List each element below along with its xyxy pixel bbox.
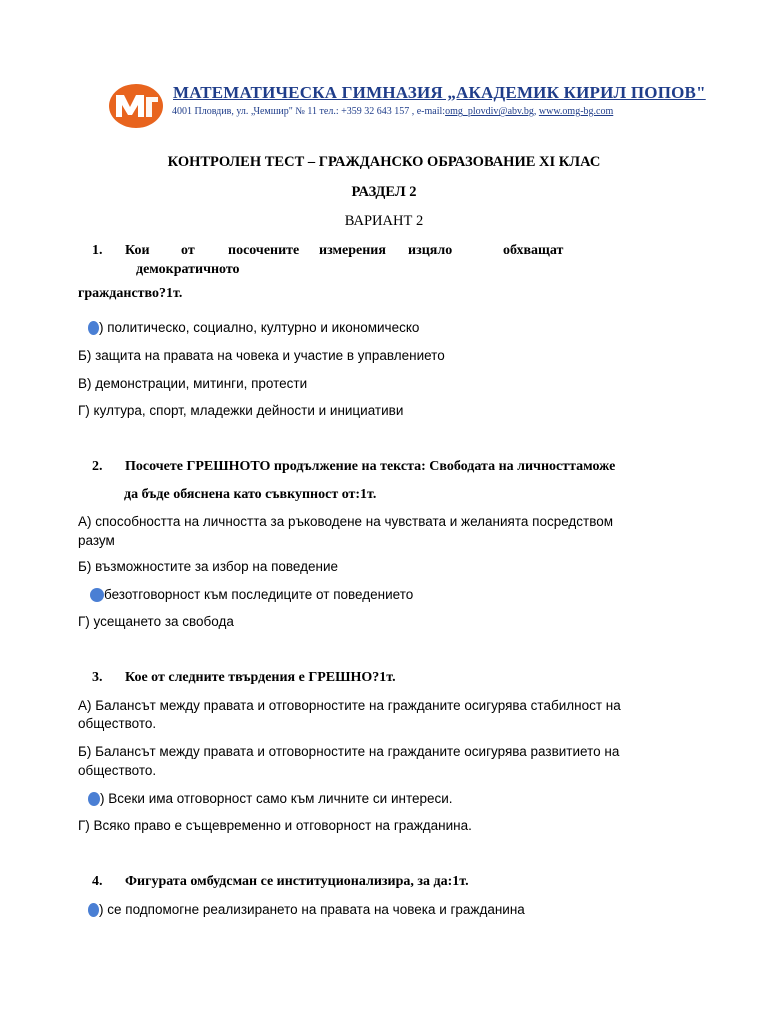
answer-option: Б) защита на правата на човека и участие в управлението: [78, 348, 445, 363]
question-2-number: 2.: [92, 459, 103, 474]
question-1-word: от: [181, 243, 195, 258]
school-name: МАТЕМАТИЧЕСКА ГИМНАЗИЯ „АКАДЕМИК КИРИЛ ПОПОВ": [173, 83, 706, 102]
answer-option: ) се подпомогне реализирането на правата на човека и гражданина: [99, 902, 525, 917]
question-3-number: 3.: [92, 670, 103, 685]
selected-answer-marker: [88, 903, 99, 917]
question-1-word: измерения: [319, 243, 386, 258]
answer-option: А) способността на личността за ръководене на чувствата и желанията посредством: [78, 514, 614, 529]
question-3-text: Кое от следните твърдения е ГРЕШНО?1т.: [125, 670, 396, 685]
question-1-number: 1.: [92, 243, 103, 258]
question-2-text: да бъде обяснена като съвкупност от:1т.: [124, 487, 377, 502]
question-1-word: изцяло: [408, 243, 453, 258]
school-logo: [108, 83, 164, 129]
variant-title: ВАРИАНТ 2: [344, 213, 424, 229]
selected-answer-marker: [88, 321, 99, 335]
answer-option: безотговорност към последиците от поведението: [104, 587, 414, 602]
answer-option: Б) възможностите за избор на поведение: [78, 559, 339, 574]
question-1-word: обхващат: [503, 243, 564, 258]
answer-option: обществото.: [78, 763, 157, 778]
website-link[interactable]: www.omg-bg.com: [538, 106, 614, 117]
email-link[interactable]: omg_plovdiv@abv.bg: [445, 106, 534, 117]
test-title: КОНТРОЛЕН ТЕСТ – ГРАЖДАНСКО ОБРАЗОВАНИЕ XI КЛАС: [167, 154, 601, 170]
answer-option: разум: [78, 533, 115, 548]
question-1-text: демократичното: [136, 262, 240, 277]
address-prefix: 4001 Пловдив, ул. „Чемшир" № 11 тел.: +359 32 643 157 , e-mail:: [172, 106, 446, 117]
answer-option: А) Балансът между правата и отговорностите на гражданите осигурява стабилност на: [78, 698, 621, 713]
question-1-word: посочените: [228, 243, 300, 258]
school-address: [172, 106, 613, 117]
selected-answer-marker: [90, 588, 104, 602]
answer-option: обществото.: [78, 716, 157, 731]
section-title: РАЗДЕЛ 2: [351, 184, 417, 200]
selected-answer-marker: [88, 792, 100, 806]
question-4-text: Фигурата омбудсман се институционализира, за да:1т.: [125, 874, 469, 889]
answer-option: Г) култура, спорт, младежки дейности и инициативи: [78, 403, 404, 418]
address-separator: ,: [533, 106, 539, 117]
answer-option: В) демонстрации, митинги, протести: [78, 376, 308, 391]
answer-option: ) политическо, социално, културно и икономическо: [99, 320, 420, 335]
question-1-text: гражданство?1т.: [78, 286, 183, 301]
question-1-word: Кои: [125, 243, 150, 258]
answer-option: ) Всеки има отговорност само към личните си интереси.: [100, 791, 453, 806]
answer-option: Г) усещането за свобода: [78, 614, 234, 629]
question-4-number: 4.: [92, 874, 103, 889]
question-2-text: Посочете ГРЕШНОТО продължение на текста: Свободата на личносттаможе: [125, 459, 616, 474]
answer-option: Г) Всяко право е същевременно и отговорност на гражданина.: [78, 818, 472, 833]
answer-option: Б) Балансът между правата и отговорностите на гражданите осигурява развитието на: [78, 744, 620, 759]
